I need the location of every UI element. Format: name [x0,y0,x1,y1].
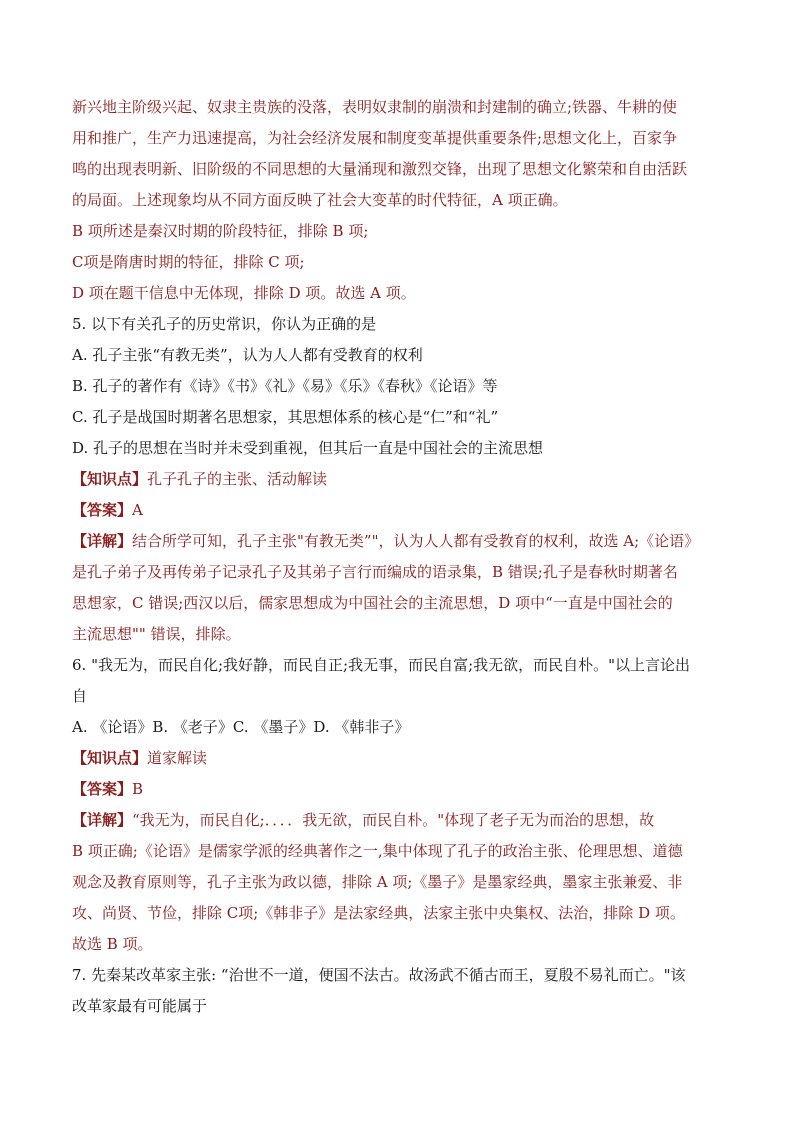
q7-stem-line-2: 改革家最有可能属于 [72,997,208,1015]
q5-option-a: A. 孔子主张“有教无类”，认为人人都有受教育的权利 [72,346,423,364]
document-page [72,92,724,1022]
q6-detail-line-1 [72,805,724,836]
q6-detail-line-3: 观念及教育原则等，孔子主张为政以德，排除 A 项;《墨子》是墨家经典，墨家主张兼爱、非 [72,873,683,891]
q5-answer [72,495,724,526]
answer-tag: 【答案】 [72,780,133,798]
knowledge-point-tag: 【知识点】 [72,470,148,488]
q4-analysis-line-3: 鸣的出现表明新、旧阶级的不同思想的大量涌现和激烈交锋，出现了思想文化繁荣和自由活跃 [72,160,688,178]
knowledge-point-tag: 【知识点】 [72,749,148,767]
q7-stem-line-1: 7. 先秦某改革家主张: “治世不一道，便国不法古。故汤武不循古而王，夏殷不易礼而亡。"该 [72,966,686,984]
q4-analysis-line-2: 用和推广，生产力迅速提高，为社会经济发展和制度变革提供重要条件;思想文化上，百家争 [72,129,678,147]
q4-option-c-note: C项是隋唐时期的特征，排除 C 项; [72,253,305,271]
q6-stem-line-1: 6. "我无为，而民自化;我好静，而民自正;我无事，而民自富;我无欲，而民自朴。"以上言论出 [72,656,691,674]
q5-option-b: B. 孔子的著作有《诗》《书》《礼》《易》《乐》《春秋》《论语》等 [72,377,498,395]
detail-text: “我无为，而民自化;．．．．我无欲，而民自朴。"体现了老子无为而治的思想，故 [132,811,655,829]
q5-detail-line-2: 是孔子弟子及再传弟子记录孔子及其弟子言行而编成的语录集，B 错误;孔子是春秋时期著名 [72,563,678,581]
q5-stem: 5. 以下有关孔子的历史常识，你认为正确的是 [72,315,377,333]
detail-tag: 【详解】 [72,811,133,829]
q6-detail-line-4: 攻、尚贤、节俭，排除 C项;《韩非子》是法家经典，法家主张中央集权、法治，排除 D 项。 [72,904,685,922]
knowledge-point-text: 道家解读 [147,749,208,767]
q4-analysis-line-1: 新兴地主阶级兴起、奴隶主贵族的没落，表明奴隶制的崩溃和封建制的确立;铁器、牛耕的使 [72,98,678,116]
detail-text: 结合所学可知，孔子主张"有教无类”"，认为人人都有受教育的权利，故选 A;《论语》 [132,532,700,550]
knowledge-point-text: 孔子孔子的主张、活动解读 [147,470,328,488]
q6-stem-line-2: 自 [72,687,88,705]
q6-detail-line-2: B 项正确;《论语》是儒家学派的经典著作之一,集中体现了孔子的政治主张、伦理思想、道德 [72,842,683,860]
q6-detail-line-5: 故选 B 项。 [72,935,153,953]
q5-detail-line-1 [72,526,724,557]
q5-detail-line-3: 思想家，C 错误;西汉以后，儒家思想成为中国社会的主流思想，D 项中“一直是中国社会的 [72,594,673,612]
q6-answer [72,774,724,805]
answer-text: A [132,501,143,519]
answer-text: B [132,780,144,798]
q5-option-d: D. 孔子的思想在当时并未受到重视，但其后一直是中国社会的主流思想 [72,439,544,457]
q4-option-d-note: D 项在题干信息中无体现，排除 D 项。故选 A 项。 [72,284,416,302]
q5-option-c: C. 孔子是战国时期著名思想家，其思想体系的核心是“仁”和“礼” [72,408,499,426]
q6-knowledge-point [72,743,724,774]
q5-detail-line-4: 主流思想"" 错误，排除。 [72,625,241,643]
q4-option-b-note: B 项所述是秦汉时期的阶段特征，排除 B 项; [72,222,369,240]
q6-options: A. 《论语》B. 《老子》C. 《墨子》D. 《韩非子》 [72,718,410,736]
answer-tag: 【答案】 [72,501,133,519]
q4-analysis-line-4: 的局面。上述现象均从不同方面反映了社会大变革的时代特征，A 项正确。 [72,191,568,209]
q5-knowledge-point [72,464,724,495]
detail-tag: 【详解】 [72,532,133,550]
